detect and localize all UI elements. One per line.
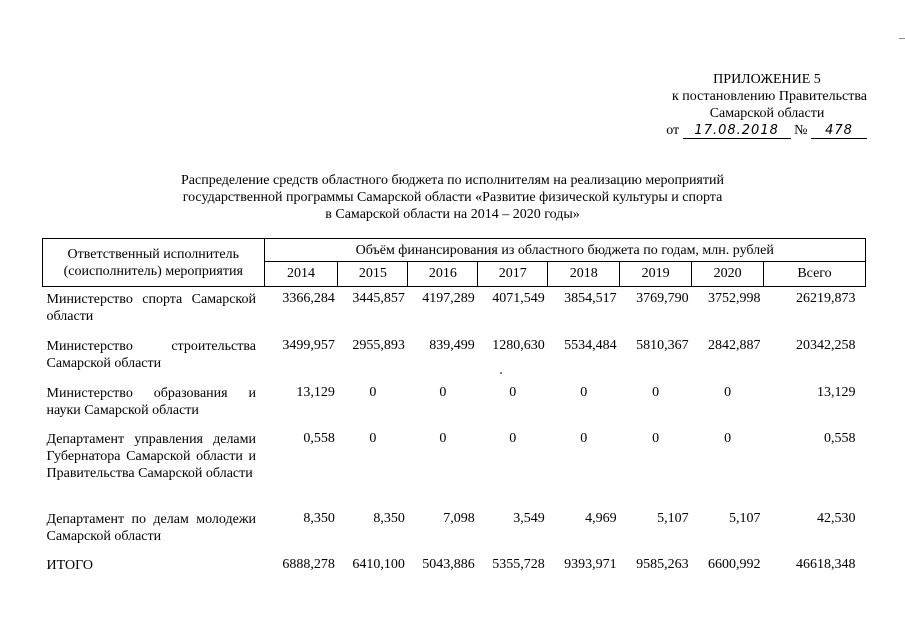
total-cell: 26219,873 xyxy=(796,291,856,306)
value-cell: 0 xyxy=(369,384,377,400)
from-label: от xyxy=(666,123,680,138)
value-cell: 0 xyxy=(724,384,732,400)
value-cell: 3769,790 xyxy=(636,291,689,306)
value-cell: 3499,957 xyxy=(282,337,335,353)
total-cell: 13,129 xyxy=(817,384,856,400)
handwritten-date: 17.08.2018 xyxy=(683,123,791,139)
table-row xyxy=(43,334,866,381)
total-value-cell: 9393,971 xyxy=(564,556,617,572)
header-financing: Объём финансирования из областного бюджета по годам, млн. рублей xyxy=(264,239,866,262)
title-line: в Самарской области на 2014 – 2020 годы» xyxy=(325,207,580,222)
grand-total-cell: 46618,348 xyxy=(796,556,856,572)
value-cell: 4,969 xyxy=(585,510,617,526)
total-cell: 20342,258 xyxy=(796,337,856,353)
header-year: 2014 xyxy=(264,262,338,287)
executor-name: Департамент по делам молодежи Самарской области xyxy=(46,511,256,544)
total-label: ИТОГО xyxy=(46,557,93,573)
value-cell: 2842,887 xyxy=(708,337,761,353)
header-year: 2019 xyxy=(620,262,692,287)
header-year: 2018 xyxy=(548,262,620,287)
table-row xyxy=(43,381,866,427)
appendix-date-line xyxy=(627,122,867,139)
value-cell: 0 xyxy=(724,430,732,446)
value-cell: 3,549 xyxy=(513,510,545,526)
table-row xyxy=(43,287,866,334)
value-cell: 0 xyxy=(509,384,517,400)
value-cell: 0 xyxy=(369,430,377,446)
total-row xyxy=(43,553,866,577)
header-responsible: Ответственный исполнитель (соисполнитель) мероприятия xyxy=(43,239,265,287)
value-cell: 0 xyxy=(580,430,588,446)
executor-name: Министерство образования и науки Самарской области xyxy=(46,385,256,418)
total-value-cell: 9585,263 xyxy=(636,556,689,572)
value-cell: 13,129 xyxy=(296,384,335,400)
value-cell: 4197,289 xyxy=(422,291,475,306)
title-line: Распределение средств областного бюджета по исполнителям на реализацию мероприятий xyxy=(181,173,724,188)
total-value-cell: 6888,278 xyxy=(282,556,335,572)
table-row xyxy=(43,427,866,507)
value-cell: 0 xyxy=(439,384,447,400)
value-cell: 3445,857 xyxy=(352,291,405,306)
value-cell: 3366,284 xyxy=(282,291,335,306)
value-cell: 0 xyxy=(580,384,588,400)
header-year: 2020 xyxy=(692,262,764,287)
value-cell: 839,499 xyxy=(429,337,475,353)
appendix-region-line: Самарской области xyxy=(709,106,825,121)
executor-name: Министерство строительства Самарской области xyxy=(46,338,256,371)
value-cell: 1280,630 xyxy=(492,337,545,353)
budget-table xyxy=(42,238,866,577)
value-cell: 3854,517 xyxy=(564,291,617,306)
header-total: Всего xyxy=(764,262,866,287)
header-year: 2016 xyxy=(408,262,478,287)
total-cell: 0,558 xyxy=(824,430,856,446)
number-label: № xyxy=(794,123,808,138)
executor-name: Министерство спорта Самарской области xyxy=(46,292,256,324)
handwritten-number: 478 xyxy=(811,123,867,139)
value-cell: 5,107 xyxy=(657,510,689,526)
title-line: государственной программы Самарской области «Развитие физической культуры и спорта xyxy=(182,190,723,205)
appendix-resolution-line: к постановлению Правительства xyxy=(671,89,867,104)
value-cell: 5534,484 xyxy=(564,337,617,353)
executor-name: Департамент управления делами Губернатора Самарской области и Правительства Самарской области xyxy=(46,431,256,481)
appendix-block xyxy=(627,71,867,139)
total-value-cell: 5355,728 xyxy=(492,556,545,572)
scan-edge-mark xyxy=(899,38,905,39)
value-cell: 0 xyxy=(509,430,517,446)
value-cell: 0 xyxy=(652,384,660,400)
header-year: 2015 xyxy=(338,262,408,287)
total-value-cell: 6410,100 xyxy=(352,556,405,572)
value-cell: 8,350 xyxy=(373,510,405,526)
value-cell: 5810,367 xyxy=(636,337,689,353)
value-cell: 8,350 xyxy=(303,510,335,526)
value-cell: 0 xyxy=(652,430,660,446)
value-cell: 2955,893 xyxy=(352,337,405,353)
header-year: 2017 xyxy=(478,262,548,287)
total-cell: 42,530 xyxy=(817,510,856,526)
value-cell: 4071,549 xyxy=(492,291,545,306)
table-row xyxy=(43,507,866,553)
value-cell: 3752,998 xyxy=(708,291,761,306)
total-value-cell: 5043,886 xyxy=(422,556,475,572)
value-cell: 5,107 xyxy=(729,510,761,526)
appendix-heading: ПРИЛОЖЕНИЕ 5 xyxy=(713,72,821,87)
value-cell: 0,558 xyxy=(303,430,335,446)
total-value-cell: 6600,992 xyxy=(708,556,761,572)
value-cell: 0 xyxy=(439,430,447,446)
document-title xyxy=(120,172,785,223)
value-cell: 7,098 xyxy=(443,510,475,526)
